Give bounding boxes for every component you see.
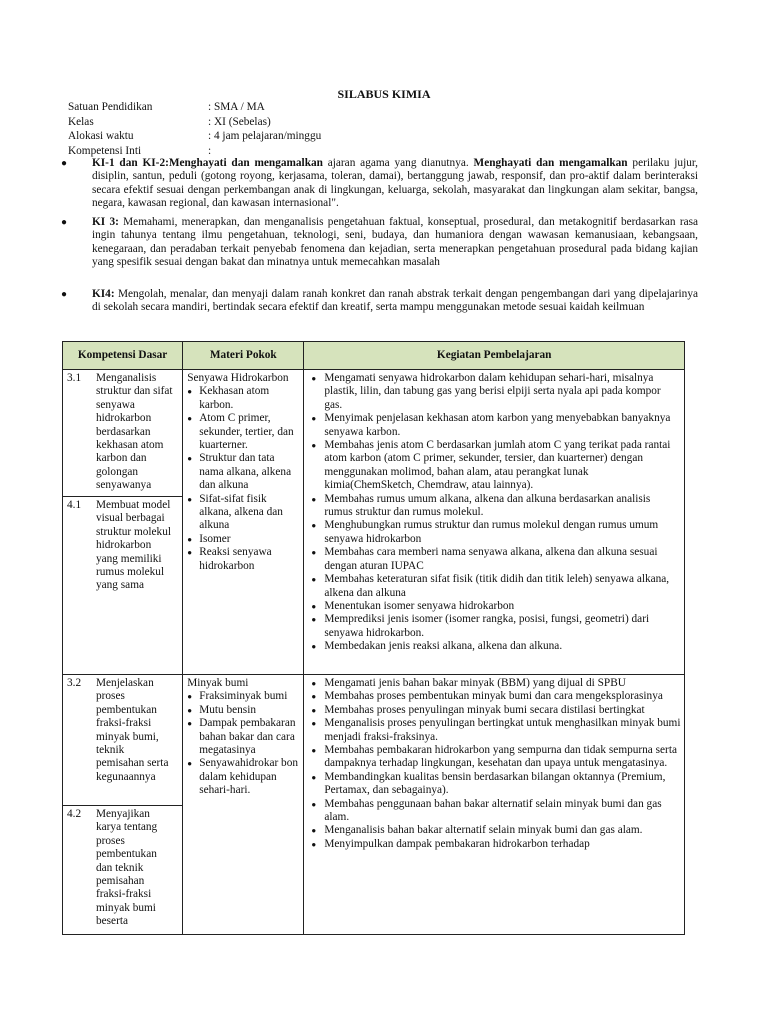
list-item: ● Menganalisis proses penyulingan bertingkat untuk menghasilkan minyak bumi menjadi fraksi-fraksinya. xyxy=(307,717,681,744)
list-item: ● Menganalisis bahan bakar alternatif selain minyak bumi dan gas alam. xyxy=(307,824,681,837)
document-title: SILABUS KIMIA xyxy=(337,87,431,101)
list-item: ● Membahas proses penyulingan minyak bumi secara distilasi bertingkat xyxy=(307,704,681,717)
kd-text: Menjelaskan proses pembentukan fraksi-fraksi minyak bumi, teknik pemisahan serta kegunaannya xyxy=(96,677,169,783)
list-item: ● Membahas jenis atom C berdasarkan jumlah atom C yang terikat pada rantai atom karbon (atom C primer, sekunder, tersier, dan kuarterner) dengan menggunakan molimod, bahan alam, atau perangkat lunak kimia(ChemSketch, Chemdraw, atau lainnya). xyxy=(307,439,681,493)
table-row xyxy=(63,675,685,935)
list-item: ● Sifat-sifat fisik alkana, alkena dan alkuna xyxy=(187,493,299,533)
list-item: ● Fraksiminyak bumi xyxy=(187,690,299,703)
list-item: ● Atom C primer, sekunder, tertier, dan kuarterner. xyxy=(187,412,299,452)
kegiatan-list xyxy=(307,677,681,851)
list-item: ● Kekhasan atom karbon. xyxy=(187,385,299,412)
bullet-icon: ● xyxy=(61,289,68,300)
list-item: ● Reaksi senyawa hidrokarbon xyxy=(187,546,299,573)
kegiatan-cell xyxy=(304,370,685,675)
ki-3-paragraph xyxy=(61,216,699,270)
materi-cell xyxy=(183,675,304,935)
header-kompetensi-dasar: Kompetensi Dasar xyxy=(63,342,183,370)
ki-1-2-paragraph xyxy=(61,157,699,211)
table-header-row xyxy=(63,342,685,370)
ki-1-label: KI-1 dan KI-2:Menghayati dan mengamalkan xyxy=(92,157,323,169)
list-item: ● Mengamati jenis bahan bakar minyak (BBM) yang dijual di SPBU xyxy=(307,677,681,690)
meta-value: : 4 jam pelajaran/minggu xyxy=(208,130,322,142)
list-item: ● Membedakan jenis reaksi alkana, alkena dan alkuna. xyxy=(307,640,681,653)
ki-4-label: KI4: xyxy=(92,288,115,300)
header-kegiatan: Kegiatan Pembelajaran xyxy=(304,342,685,370)
ki-3-text: Memahami, menerapkan, dan menganalisis pengetahuan faktual, konseptual, prosedural, dan metakognitif berdasarkan rasa ingin tahunya tentang ilmu pengetahuan, teknologi, seni, budaya, dan humaniora dengan wawasan kemanusiaan, kebangsaan, kenegaraan, dan peradaban terkait penyebab fenomena dan kejadian, serta menerapkan pengetahuan prosedural pada bidang kajian yang spesifik sesuai dengan bakat dan minatnya untuk memecahkan masalah xyxy=(92,216,699,269)
meta-value: : xyxy=(208,144,212,157)
ki-4-text: Mengolah, menalar, dan menyaji dalam ranah konkret dan ranah abstrak terkait dengan pengembangan dari yang dipelajarinya di sekolah secara mandiri, bertindak secara efektif dan kreatif, serta mampu menggunakan metode sesuai kaidah keilmuan xyxy=(92,288,698,314)
list-item: ● Membahas proses pembentukan minyak bumi dan cara mengeksplorasinya xyxy=(307,690,681,703)
table-row xyxy=(63,370,685,675)
list-item: ● Membandingkan kualitas bensin berdasarkan bilangan oktannya (Premium, Pertamax, dan sebagainya). xyxy=(307,771,681,798)
kd-item xyxy=(63,497,182,595)
meta-value: : SMA / MA xyxy=(208,101,265,113)
list-item: ● Membahas keteraturan sifat fisik (titik didih dan titik leleh) senyawa alkana, alkena dan alkuna xyxy=(307,573,681,600)
kegiatan-list xyxy=(307,372,681,654)
list-item: ● Mutu bensin xyxy=(187,704,299,717)
list-item: ● Membahas cara memberi nama senyawa alkana, alkena dan alkuna sesuai dengan aturan IUPAC xyxy=(307,546,681,573)
kd-item xyxy=(63,370,182,497)
list-item: ● Menyimak penjelasan kekhasan atom karbon yang menyebabkan banyaknya senyawa karbon. xyxy=(307,412,681,439)
kd-text: Membuat model visual berbagai struktur molekul hidrokarbon yang memiliki rumus molekul yang sama xyxy=(96,499,171,592)
list-item: ● Membahas rumus umum alkana, alkena dan alkuna berdasarkan analisis rumus struktur dan rumus molekul. xyxy=(307,493,681,520)
list-item: ● Menghubungkan rumus struktur dan rumus molekul dengan rumus umum senyawa hidrokarbon xyxy=(307,519,681,546)
materi-title: Minyak bumi xyxy=(187,677,249,689)
meta-key: Kelas xyxy=(68,115,94,128)
list-item: ● Menyimpulkan dampak pembakaran hidrokarbon terhadap xyxy=(307,838,681,851)
syllabus-table xyxy=(62,341,685,935)
list-item: ● Menentukan isomer senyawa hidrokarbon xyxy=(307,600,681,613)
materi-title: Senyawa Hidrokarbon xyxy=(187,372,289,384)
materi-list xyxy=(187,385,299,573)
bullet-icon: ● xyxy=(61,217,68,228)
ki-4-paragraph xyxy=(61,288,698,315)
kd-number: 3.1 xyxy=(67,372,82,384)
ki-2-label: Menghayati dan mengamalkan xyxy=(473,157,628,169)
kd-text: Menganalisis struktur dan sifat senyawa hidrokarbon berdasarkan kekhasan atom karbon dan golongan senyawanya xyxy=(96,372,173,492)
kd-cell xyxy=(63,675,183,935)
meta-key: Kompetensi Inti xyxy=(68,144,142,157)
kegiatan-cell xyxy=(304,675,685,935)
list-item: ● Mengamati senyawa hidrokarbon dalam kehidupan sehari-hari, misalnya plastik, lilin, dan tabung gas yang berisi elpiji serta nyala api pada kompor gas. xyxy=(307,372,681,412)
kd-item xyxy=(63,806,182,931)
meta-key: Alokasi waktu xyxy=(68,130,134,142)
kd-item xyxy=(63,675,182,806)
meta-key: Satuan Pendidikan xyxy=(68,101,153,113)
meta-row xyxy=(68,130,321,145)
meta-row xyxy=(68,101,321,116)
kd-text: Menyajikan karya tentang proses pembentukan dan teknik pemisahan fraksi-fraksi minyak bumi beserta xyxy=(96,808,158,928)
kd-number: 3.2 xyxy=(67,677,82,689)
bullet-icon: ● xyxy=(61,158,68,169)
kd-cell xyxy=(63,370,183,675)
list-item: ● Memprediksi jenis isomer (isomer rangka, posisi, fungsi, geometri) dari senyawa hidrokarbon. xyxy=(307,613,681,640)
meta-info xyxy=(68,101,321,159)
list-item: ● Dampak pembakaran bahan bakar dan cara megatasinya xyxy=(187,717,299,757)
ki-2-text: perilaku jujur, disiplin, santun, peduli (gotong royong, kerjasama, toleran, damai), bertanggung jawab, responsif, dan pro-aktif dalam berinteraksi secara efektif sesuai dengan perkembangan anak di lingkungan, keluarga, sekolah, masyarakat dan lingkungan alam sekitar, bangsa, negara, kawasan regional, dan kawasan internasional". xyxy=(92,157,699,210)
header-materi-pokok: Materi Pokok xyxy=(183,342,304,370)
materi-list xyxy=(187,690,299,797)
list-item: ● Struktur dan tata nama alkana, alkena dan alkuna xyxy=(187,452,299,492)
list-item: ● Senyawahidrokar bon dalam kehidupan sehari-hari. xyxy=(187,757,299,797)
list-item: ● Membahas pembakaran hidrokarbon yang sempurna dan tidak sempurna serta dampaknya terhadap lingkungan, kesehatan dan upaya untuk mengatasinya. xyxy=(307,744,681,771)
materi-cell xyxy=(183,370,304,675)
kd-number: 4.2 xyxy=(67,808,82,820)
ki-3-label: KI 3: xyxy=(92,216,119,228)
ki-1-text: ajaran agama yang dianutnya. xyxy=(322,157,474,169)
kd-number: 4.1 xyxy=(67,499,82,511)
meta-value: : XI (Sebelas) xyxy=(208,115,271,128)
meta-row xyxy=(68,116,321,131)
list-item: ● Isomer xyxy=(187,533,299,546)
list-item: ● Membahas penggunaan bahan bakar alternatif selain minyak bumi dan gas alam. xyxy=(307,798,681,825)
